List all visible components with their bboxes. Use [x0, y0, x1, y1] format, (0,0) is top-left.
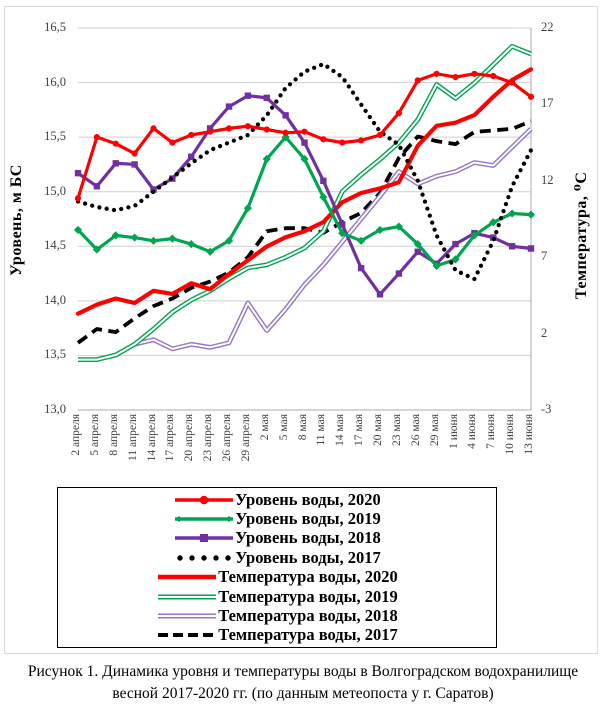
right-axis-tick-label: -3: [541, 402, 552, 416]
legend-swatch-icon: [156, 588, 218, 606]
legend-swatch-icon: [156, 568, 218, 586]
x-axis-tick-label: 26 апреля: [221, 414, 233, 462]
left-axis-tick-label: 13,0: [44, 402, 66, 416]
x-axis-tick-label: 7 июня: [485, 414, 498, 449]
legend-item: [58, 510, 496, 529]
legend-label: Температура воды, 2020: [218, 567, 398, 587]
legend-item: [58, 490, 496, 509]
legend-label: Уровень воды, 2019: [235, 509, 381, 529]
x-axis-tick-label: 17 апреля: [164, 414, 177, 462]
x-axis-tick-label: 11 апреля: [126, 414, 139, 461]
x-axis-tick-label: 29 апреля: [239, 414, 252, 462]
right-axis-tick-label: 2: [541, 325, 548, 340]
legend-label: Уровень воды, 2017: [235, 547, 381, 567]
x-axis-tick-label: 14 мая: [334, 414, 347, 446]
legend-box: [57, 487, 497, 648]
legend-swatch-icon: [156, 626, 218, 644]
left-axis-tick-label: 14,5: [44, 238, 66, 253]
legend-item: [58, 568, 496, 587]
legend-label: Уровень воды, 2020: [235, 489, 381, 509]
x-axis-tick-label: 10 июня: [504, 414, 517, 455]
right-axis-title: Температура, ⁰С: [573, 171, 590, 299]
legend-item: [58, 529, 496, 548]
left-axis-title: Уровень, м БС: [8, 164, 25, 276]
left-axis-tick-label: 15,5: [44, 129, 66, 144]
right-axis-tick-label: 7: [541, 249, 548, 264]
legend-label: Уровень воды, 2018: [235, 528, 381, 548]
figure-caption: [0, 661, 606, 705]
x-axis-tick-label: 8 апреля: [107, 414, 120, 456]
x-axis-tick-label: 26 мая: [409, 414, 422, 446]
legend-swatch-icon: [173, 491, 235, 509]
x-axis-tick-label: 5 мая: [277, 414, 290, 441]
left-axis-tick-label: 14,0: [44, 292, 66, 307]
x-axis-tick-label: 17 мая: [353, 414, 366, 446]
left-axis-tick-label: 16,5: [44, 20, 66, 34]
caption-line-2: весной 2017-2020 гг. (по данным метеопоста у г. Саратов): [112, 685, 494, 702]
x-axis-tick-label: 13 июня: [523, 414, 535, 455]
legend-label: Температура воды, 2019: [218, 586, 398, 606]
right-axis-tick-label: 22: [541, 20, 554, 34]
legend-item: [58, 606, 496, 625]
legend-swatch-icon: [173, 510, 235, 528]
legend-label: Температура воды, 2017: [218, 625, 398, 645]
x-axis-tick-label: 4 июня: [466, 414, 479, 449]
caption-line-1: Рисунок 1. Динамика уровня и температуры воды в Волгоградском водохранилище: [27, 663, 579, 680]
x-axis-tick-label: 2 мая: [258, 414, 271, 441]
x-axis-tick-label: 29 мая: [428, 414, 441, 446]
right-axis-tick-label: 12: [541, 172, 554, 187]
legend-item: [58, 626, 496, 645]
right-axis-tick-label: 17: [541, 96, 554, 111]
x-axis-tick-label: 2 апреля: [70, 414, 82, 456]
left-axis-tick-label: 15,0: [44, 183, 66, 198]
left-axis-tick-label: 13,5: [44, 347, 66, 362]
legend-swatch-icon: [156, 607, 218, 625]
x-axis-tick-label: 14 апреля: [145, 414, 158, 462]
x-axis-tick-label: 8 мая: [296, 414, 309, 441]
legend-swatch-icon: [173, 529, 235, 547]
left-axis-tick-label: 16,0: [44, 74, 66, 89]
legend-swatch-icon: [173, 549, 235, 567]
legend-item: [58, 587, 496, 606]
x-axis-tick-label: 20 мая: [372, 414, 384, 446]
x-axis-tick-label: 23 апреля: [202, 414, 215, 462]
x-axis-tick-label: 20 апреля: [183, 414, 196, 462]
x-axis-tick-label: 1 июня: [447, 414, 460, 449]
legend-label: Температура воды, 2018: [218, 605, 398, 625]
legend-item: [58, 548, 496, 567]
x-axis-tick-label: 23 мая: [390, 414, 403, 446]
x-axis-tick-label: 11 мая: [315, 414, 328, 446]
x-axis-tick-label: 5 апреля: [88, 414, 101, 456]
